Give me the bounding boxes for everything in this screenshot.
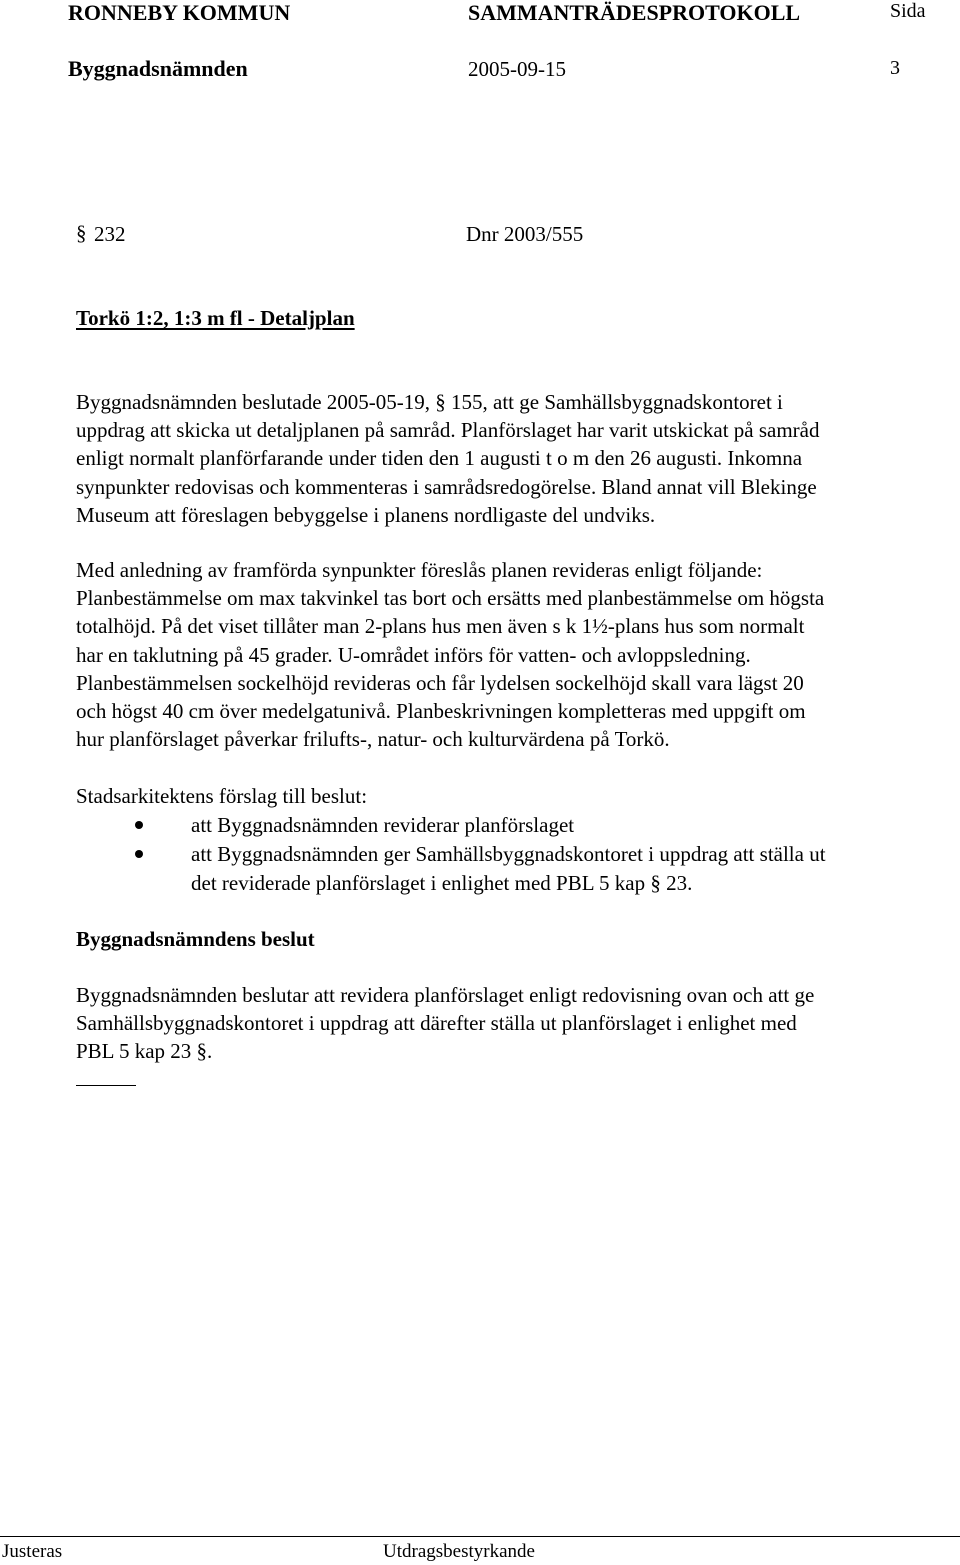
paragraph-background [76, 388, 956, 529]
footer-divider [0, 1536, 960, 1537]
paragraph-line: Planbestämmelsen sockelhöjd revideras och får lydelsen sockelhöjd skall vara lägst 20 [76, 670, 804, 695]
footer-justeras: Justeras [2, 1541, 63, 1562]
page-number: 3 [890, 57, 900, 79]
paragraph-line: Samhällsbyggnadskontoret i uppdrag att därefter ställa ut planförslaget i enlighet med [76, 1011, 797, 1036]
bullet-icon [135, 821, 143, 829]
document-type: SAMMANTRÄDESPROTOKOLL [468, 0, 801, 25]
paragraph-line: Planbestämmelse om max takvinkel tas bort och ersätts med planbestämmelse om högsta [76, 586, 825, 611]
paragraph-revisions [76, 556, 956, 753]
paragraph-line: synpunkter redovisas och kommenteras i samrådsredogörelse. Bland annat vill Blekinge [76, 474, 817, 499]
dnr-number: Dnr 2003/555 [466, 222, 584, 246]
end-rule [76, 1085, 136, 1086]
paragraph-line: Byggnadsnämnden beslutade 2005-05-19, § 155, att ge Samhällsbyggnadskontoret i [76, 390, 783, 414]
footer-utdragsbestyrkande: Utdragsbestyrkande [383, 1541, 535, 1562]
paragraph-line: och högst 40 cm över medelgatunivå. Planbeskrivningen kompletteras med uppgift om [76, 699, 806, 724]
org-name: RONNEBY KOMMUN [68, 0, 291, 25]
paragraph-line: enligt normalt planförfarande under tiden den 1 augusti t o m den 26 augusti. Inkomna [76, 446, 803, 471]
paragraph-line: Byggnadsnämnden beslutar att revidera planförslaget enligt redovisning ovan och att ge [76, 983, 815, 1007]
paragraph-line: PBL 5 kap 23 §. [76, 1039, 213, 1064]
proposal-heading: Stadsarkitektens förslag till beslut: [76, 784, 368, 808]
paragraph-line: uppdrag att skicka ut detaljplanen på samråd. Planförslaget har varit utskickat på samråd [76, 418, 820, 443]
proposal-bullet-1: att Byggnadsnämnden reviderar planförslaget [191, 813, 575, 837]
bullet-icon [135, 850, 143, 858]
meeting-date: 2005-09-15 [468, 57, 566, 81]
section-symbol: § [76, 221, 87, 245]
paragraph-line: Med anledning av framförda synpunkter föreslås planen revideras enligt följande: [76, 558, 763, 582]
paragraph-line: Museum att föreslagen bebyggelse i planens nordligaste del undviks. [76, 502, 656, 527]
proposal-bullet-2-line-2: det reviderade planförslaget i enlighet med PBL 5 kap § 23. [191, 871, 693, 895]
section-number: 232 [94, 222, 126, 246]
paragraph-line: har en taklutning på 45 grader. U-området införs för vatten- och avloppsledning. [76, 642, 751, 667]
decision-heading: Byggnadsnämndens beslut [76, 927, 315, 951]
page-title: Torkö 1:2, 1:3 m fl - Detaljplan [76, 306, 355, 330]
decision-text [76, 981, 956, 1066]
paragraph-line: totalhöjd. På det viset tillåter man 2-plans hus men även s k 1½-plans hus som normalt [76, 614, 805, 639]
page-label: Sida [890, 0, 926, 22]
committee-name: Byggnadsnämnden [68, 56, 248, 81]
proposal-bullet-2-line-1: att Byggnadsnämnden ger Samhällsbyggnadskontoret i uppdrag att ställa ut [191, 842, 826, 866]
paragraph-line: hur planförslaget påverkar frilufts-, natur- och kulturvärdena på Torkö. [76, 727, 670, 752]
